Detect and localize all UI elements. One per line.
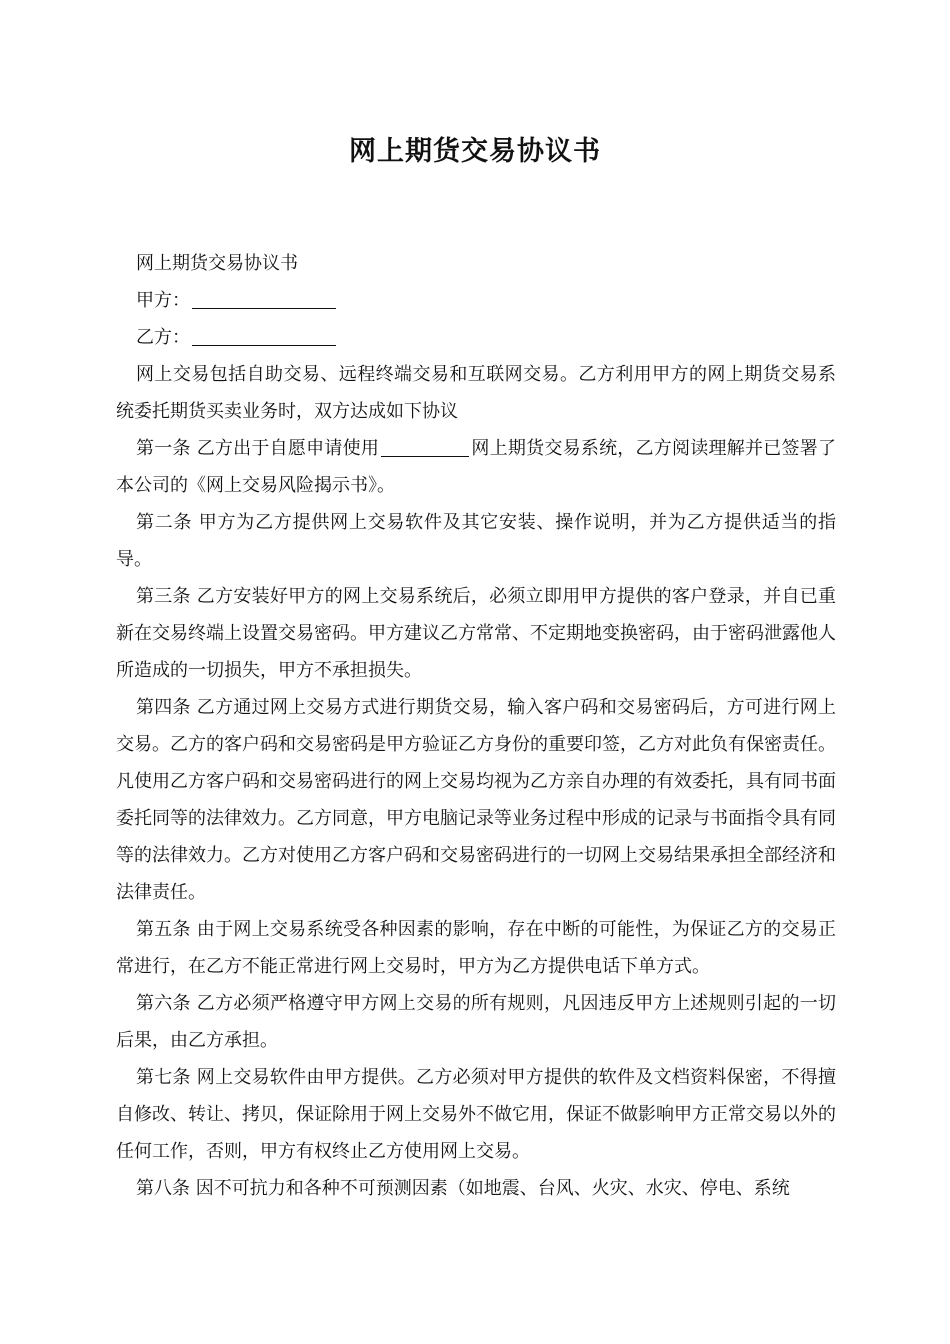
article-1-after: 网上期货交易系统，乙方阅读理解并已签署了本公司的《网上交易风险揭示书》。 — [116, 438, 836, 496]
party-b-line — [116, 319, 836, 356]
party-a-label: 甲方： — [136, 290, 190, 311]
article-4: 第四条 乙方通过网上交易方式进行期货交易，输入客户码和交易密码后，方可进行网上交易。乙方的客户码和交易密码是甲方验证乙方身份的重要印签，乙方对此负有保密责任。凡使用乙方客户码和交易密码进行的网上交易均视为乙方亲自办理的有效委托，具有同书面委托同等的法律效力。乙方同意，甲方电脑记录等业务过程中形成的记录与书面指令具有同等的法律效力。乙方对使用乙方客户码和交易密码进行的一切网上交易结果承担全部经济和法律责任。 — [116, 697, 836, 903]
article-5: 第五条 由于网上交易系统受各种因素的影响，存在中断的可能性，为保证乙方的交易正常进行，在乙方不能正常进行网上交易时，甲方为乙方提供电话下单方式。 — [116, 919, 836, 977]
party-b-label: 乙方： — [136, 327, 190, 348]
party-b-blank — [192, 325, 336, 346]
article-1 — [116, 430, 836, 504]
article-2: 第二条 甲方为乙方提供网上交易软件及其它安装、操作说明，并为乙方提供适当的指导。 — [116, 512, 836, 570]
company-name-blank — [381, 436, 469, 457]
article-3: 第三条 乙方安装好甲方的网上交易系统后，必须立即用甲方提供的客户登录，并自已重新在交易终端上设置交易密码。甲方建议乙方常常、不定期地变换密码，由于密码泄露他人所造成的一切损失，甲方不承担损失。 — [116, 586, 836, 681]
intro-paragraph: 网上交易包括自助交易、远程终端交易和互联网交易。乙方利用甲方的网上期货交易系统委托期货买卖业务时，双方达成如下协议 — [116, 364, 836, 422]
article-6: 第六条 乙方必须严格遵守甲方网上交易的所有规则，凡因违反甲方上述规则引起的一切后果，由乙方承担。 — [116, 993, 836, 1051]
document-title: 网上期货交易协议书 — [349, 136, 601, 167]
article-1-before: 第一条 乙方出于自愿申请使用 — [136, 438, 380, 459]
article-8: 第八条 因不可抗力和各种不可预测因素（如地震、台风、火灾、水灾、停电、系统 — [136, 1178, 790, 1199]
document-subtitle: 网上期货交易协议书 — [136, 253, 298, 274]
party-a-line — [116, 282, 836, 319]
document-body — [116, 245, 836, 1207]
party-a-blank — [192, 288, 336, 309]
article-7: 第七条 网上交易软件由甲方提供。乙方必须对甲方提供的软件及文档资料保密，不得擅自修改、转让、拷贝，保证除用于网上交易外不做它用，保证不做影响甲方正常交易以外的任何工作，否则，甲方有权终止乙方使用网上交易。 — [116, 1067, 836, 1162]
